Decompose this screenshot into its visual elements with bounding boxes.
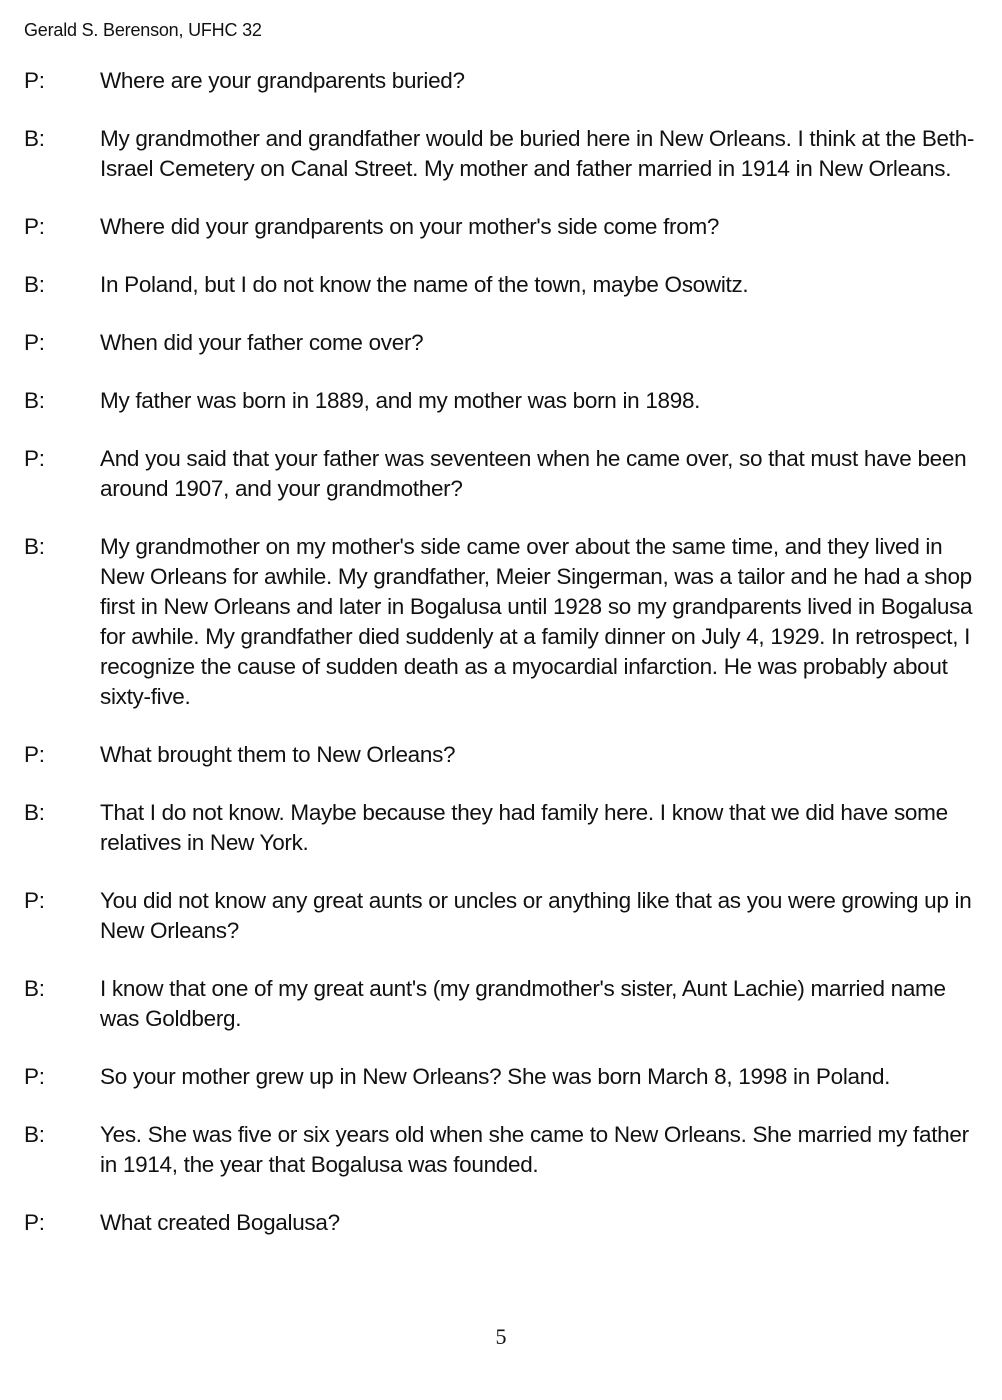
transcript-turn [24, 444, 984, 504]
turn-text: My father was born in 1889, and my mother was born in 1898. [100, 388, 701, 413]
transcript-turn [24, 1062, 984, 1092]
page-header: Gerald S. Berenson, UFHC 32 [24, 20, 262, 40]
transcript-turn [24, 740, 984, 770]
speaker-label: P: [24, 446, 45, 471]
page-number: 5 [495, 1324, 507, 1349]
transcript-turn [24, 886, 984, 946]
speaker-label: P: [24, 888, 45, 913]
transcript [24, 66, 984, 1266]
transcript-turn [24, 212, 984, 242]
turn-text: Yes. She was five or six years old when she came to New Orleans. She married my father in 1914, the year that Bogalusa was founded. [100, 1122, 969, 1177]
transcript-turn [24, 328, 984, 358]
speaker-label: B: [24, 126, 45, 151]
transcript-turn [24, 270, 984, 300]
transcript-turn [24, 66, 984, 96]
turn-text: What brought them to New Orleans? [100, 742, 456, 767]
transcript-turn [24, 974, 984, 1034]
transcript-turn [24, 798, 984, 858]
transcript-turn [24, 1208, 984, 1238]
speaker-label: B: [24, 800, 45, 825]
transcript-turn [24, 386, 984, 416]
turn-text: You did not know any great aunts or uncles or anything like that as you were growing up in New Orleans? [100, 888, 972, 943]
turn-text: And you said that your father was seventeen when he came over, so that must have been around 1907, and your grandmother? [100, 446, 967, 501]
speaker-label: B: [24, 272, 45, 297]
turn-text: Where are your grandparents buried? [100, 68, 465, 93]
speaker-label: P: [24, 1064, 45, 1089]
turn-text: My grandmother and grandfather would be buried here in New Orleans. I think at the Beth-Israel Cemetery on Canal Street. My mother and father married in 1914 in New Orleans. [100, 126, 975, 181]
transcript-turn [24, 1120, 984, 1180]
turn-text: So your mother grew up in New Orleans? She was born March 8, 1998 in Poland. [100, 1064, 891, 1089]
speaker-label: P: [24, 214, 45, 239]
speaker-label: B: [24, 534, 45, 559]
speaker-label: P: [24, 68, 45, 93]
turn-text: What created Bogalusa? [100, 1210, 340, 1235]
speaker-label: B: [24, 1122, 45, 1147]
speaker-label: B: [24, 388, 45, 413]
speaker-label: P: [24, 1210, 45, 1235]
turn-text: Where did your grandparents on your mother's side come from? [100, 214, 720, 239]
speaker-label: B: [24, 976, 45, 1001]
turn-text: I know that one of my great aunt's (my grandmother's sister, Aunt Lachie) married name was Goldberg. [100, 976, 946, 1031]
turn-text: My grandmother on my mother's side came over about the same time, and they lived in New Orleans for awhile. My grandfather, Meier Singerman, was a tailor and he had a shop first in New Orleans and later in Bogalusa until 1928 so my grandparents lived in Bogalusa for awhile. My grandfather died suddenly at a family dinner on July 4, 1929. In retrospect, I recognize the cause of sudden death as a myocardial infarction. He was probably about sixty-five. [100, 534, 973, 709]
transcript-turn [24, 124, 984, 184]
turn-text: In Poland, but I do not know the name of the town, maybe Osowitz. [100, 272, 749, 297]
speaker-label: P: [24, 330, 45, 355]
speaker-label: P: [24, 742, 45, 767]
transcript-turn [24, 532, 984, 712]
turn-text: That I do not know. Maybe because they had family here. I know that we did have some relatives in New York. [100, 800, 948, 855]
turn-text: When did your father come over? [100, 330, 424, 355]
